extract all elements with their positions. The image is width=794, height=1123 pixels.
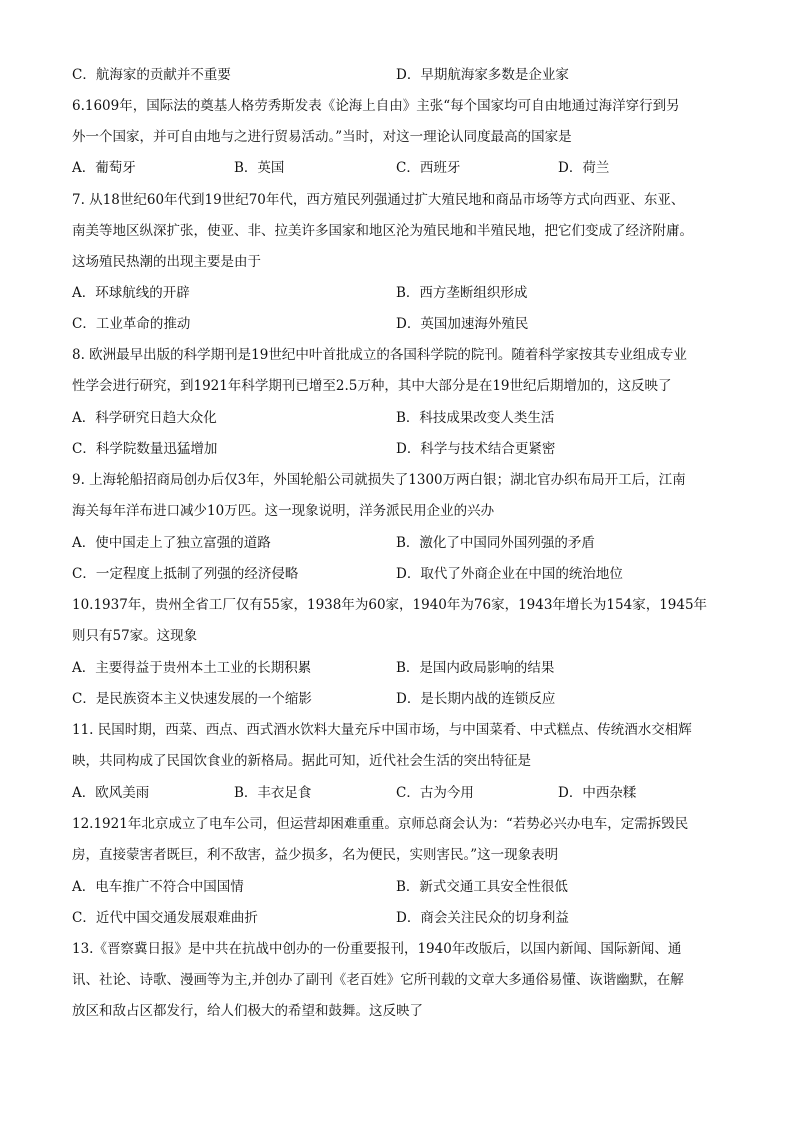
q8-option-d: D．科学与技术结合更紧密 [396, 441, 556, 457]
q7-stem-line-3: 这场殖民热潮的出现主要是由于 [72, 254, 261, 270]
q12-option-b: B．新式交通工具安全性很低 [396, 879, 568, 895]
q13-stem-line-2: 讯、社论、诗歌、漫画等为主,并创办了副刊《老百姓》它所刊载的文章大多通俗易懂、诙谐幽默，在解 [72, 972, 684, 988]
q11-stem-line-1: 11. 民国时期，西菜、西点、西式酒水饮料大量充斥中国市场，与中国菜肴、中式糕点、传统酒水交相辉 [72, 722, 692, 738]
q9-stem-line-1: 9. 上海轮船招商局创办后仅3年，外国轮船公司就损失了1300万两白银；湖北官办织布局开工后，江南 [72, 472, 686, 488]
q11-stem-line-2: 映，共同构成了民国饮食业的新格局。据此可知，近代社会生活的突出特征是 [72, 753, 531, 769]
q6-stem-line-1: 6.1609年，国际法的奠基人格劳秀斯发表《论海上自由》主张“每个国家均可自由地通过海洋穿行到另 [72, 98, 680, 114]
q13-stem-line-3: 放区和敌占区都发行，给人们极大的希望和鼓舞。这反映了 [72, 1003, 423, 1019]
q9-option-a: A．使中国走上了独立富强的道路 [72, 535, 271, 551]
q12-stem-line-1: 12.1921年北京成立了电车公司，但运营却困难重重。京师总商会认为：“若势必兴办电车，定需拆毁民 [72, 816, 689, 832]
q9-option-b: B．激化了中国同外国列强的矛盾 [396, 535, 595, 551]
q7-option-b: B．西方垄断组织形成 [396, 285, 528, 301]
q12-stem-line-2: 房，直接蒙害者既巨，利不敌害，益少损多，名为便民，实则害民。”这一现象表明 [72, 847, 559, 863]
q10-stem-line-1: 10.1937年，贵州全省工厂仅有55家，1938年为60家，1940年为76家，1943年增长为154家，1945年 [72, 597, 708, 613]
q5-option-d: D．早期航海家多数是企业家 [396, 67, 569, 83]
q6-option-c: C．西班牙 [396, 160, 461, 176]
q7-stem-line-2: 南美等地区纵深扩张，使亚、非、拉美许多国家和地区沦为殖民地和半殖民地，把它们变成了经济附庸。 [72, 223, 693, 239]
q6-option-b: B．英国 [234, 160, 285, 176]
q6-option-d: D．荷兰 [558, 160, 610, 176]
q11-option-a: A．欧风美雨 [72, 785, 150, 801]
q7-option-c: C．工业革命的推动 [72, 316, 191, 332]
q13-stem-line-1: 13.《晋察冀日报》是中共在抗战中创办的一份重要报刊，1940年改版后，以国内新闻、国际新闻、通 [72, 941, 682, 957]
q11-option-b: B．丰衣足食 [234, 785, 312, 801]
q12-option-c: C．近代中国交通发展艰难曲折 [72, 910, 258, 926]
q10-option-a: A．主要得益于贵州本土工业的长期积累 [72, 660, 312, 676]
q6-option-a: A．葡萄牙 [72, 160, 136, 176]
q12-option-a: A．电车推广不符合中国国情 [72, 879, 244, 895]
q8-stem-line-1: 8. 欧洲最早出版的科学期刊是19世纪中叶首批成立的各国科学院的院刊。随着科学家按其专业组成专业 [72, 347, 687, 363]
q9-stem-line-2: 海关每年洋布进口减少10万匹。这一现象说明，洋务派民用企业的兴办 [72, 503, 495, 519]
q10-option-b: B．是国内政局影响的结果 [396, 660, 555, 676]
q9-option-c: C．一定程度上抵制了列强的经济侵略 [72, 566, 299, 582]
q7-option-d: D．英国加速海外殖民 [396, 316, 529, 332]
q12-option-d: D．商会关注民众的切身利益 [396, 910, 569, 926]
q10-option-d: D．是长期内战的连锁反应 [396, 691, 556, 707]
q8-option-b: B．科技成果改变人类生活 [396, 410, 555, 426]
q6-stem-line-2: 外一个国家，并可自由地与之进行贸易活动。”当时，对这一理论认同度最高的国家是 [72, 129, 572, 145]
q8-option-c: C．科学院数量迅猛增加 [72, 441, 218, 457]
q10-option-c: C．是民族资本主义快速发展的一个缩影 [72, 691, 312, 707]
q11-option-d: D．中西杂糅 [558, 785, 637, 801]
q8-stem-line-2: 性学会进行研究，到1921年科学期刊已增至2.5万种，其中大部分是在19世纪后期增加的，这反映了 [72, 378, 672, 394]
q10-stem-line-2: 则只有57家。这现象 [72, 628, 198, 644]
q9-option-d: D．取代了外商企业在中国的统治地位 [396, 566, 623, 582]
q8-option-a: A．科学研究日趋大众化 [72, 410, 217, 426]
q11-option-c: C．古为今用 [396, 785, 474, 801]
q7-stem-line-1: 7. 从18世纪60年代到19世纪70年代，西方殖民列强通过扩大殖民地和商品市场等方式向西亚、东亚、 [72, 192, 685, 208]
q5-option-c: C．航海家的贡献并不重要 [72, 67, 231, 83]
q7-option-a: A．环球航线的开辟 [72, 285, 190, 301]
